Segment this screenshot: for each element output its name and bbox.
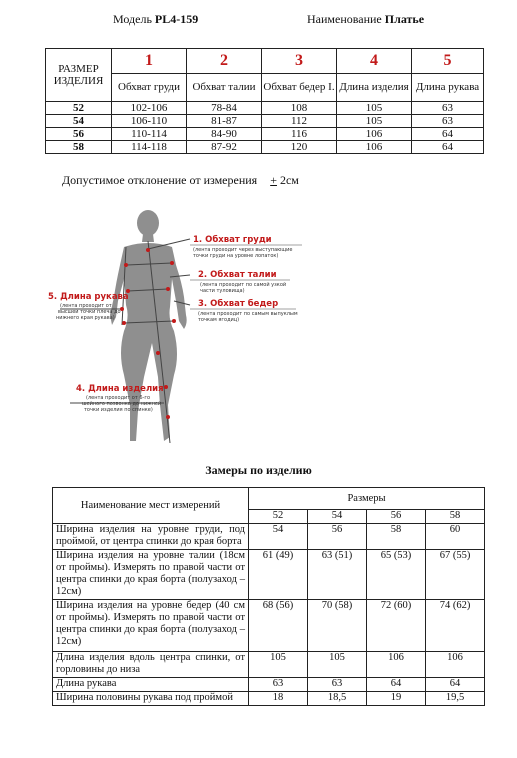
measurements-table [52,487,485,706]
model-heading [113,12,198,27]
value-cell: 106 [337,128,412,141]
value-cell: 63 [412,115,484,128]
size-header-cell: 58 [426,510,485,524]
plus-minus-sign: + [270,173,277,187]
size-cell: 56 [46,128,112,141]
label-note: (лента проходит через выступающие [193,247,293,253]
tolerance-value: 2см [276,173,299,187]
table-row [46,128,484,141]
column-title: Обхват талии [187,74,262,102]
label-note: (лента проходит по самым выпуклым [198,311,298,317]
column-title: Длина изделия [337,74,412,102]
label-note: (лента проходит по самой узкой [200,282,287,288]
column-number: 5 [412,49,484,74]
value-cell: 114-118 [112,141,187,154]
measurement-figure [40,205,500,450]
value-cell: 87-92 [187,141,262,154]
measure-name: Ширина половины рукава под проймой [53,692,249,706]
value-cell: 112 [262,115,337,128]
label-note: части туловища) [200,288,245,294]
value-cell: 110-114 [112,128,187,141]
value-cell: 61 (49) [249,550,308,600]
size-row-header: РАЗМЕР ИЗДЕЛИЯ [46,49,112,102]
label-note: шейного позвонка до нижней [82,401,162,407]
model-value: PL4-159 [154,12,199,26]
label-length [76,384,164,413]
product-name-heading [307,12,424,27]
label-note: точкам ягодиц) [198,317,240,323]
value-cell: 70 (58) [308,600,367,652]
value-cell: 78-84 [187,102,262,115]
label-note: точки изделия по спинке) [84,407,153,413]
value-cell: 63 [249,678,308,692]
table-row [53,692,485,706]
name-label: Наименование [307,12,382,26]
label-title: 1. Обхват груди [193,235,272,245]
value-cell: 74 (62) [426,600,485,652]
value-cell: 120 [262,141,337,154]
value-cell: 18 [249,692,308,706]
label-note: высшей точки плеча до [58,309,121,315]
value-cell: 106 [367,652,426,678]
label-hips [190,298,298,323]
label-note: (лента проходит от 6-го [86,395,151,401]
measure-name: Ширина изделия на уровне бедер (40 см от проймы). Измерять по правой части от центра спинки до края борта (полузаход – 12см) [53,600,249,652]
measure-name: Длина рукава [53,678,249,692]
value-cell: 58 [367,524,426,550]
value-cell: 68 (56) [249,600,308,652]
table-row [53,678,485,692]
value-cell: 106 [426,652,485,678]
column-title: Обхват груди [112,74,187,102]
model-label: Модель [113,12,152,26]
value-cell: 106 [337,141,412,154]
column-number: 2 [187,49,262,74]
label-title: 3. Обхват бедер [198,299,279,309]
size-header-cell: 56 [367,510,426,524]
table-row [53,550,485,600]
label-note: (лента проходит от [60,303,112,309]
value-cell: 108 [262,102,337,115]
size-table [45,48,484,154]
table-row [53,524,485,550]
table-row [53,600,485,652]
size-header-cell: 52 [249,510,308,524]
value-cell: 81-87 [187,115,262,128]
value-cell: 64 [367,678,426,692]
value-cell: 116 [262,128,337,141]
label-note: нижнего края рукава) [56,315,115,321]
size-cell: 58 [46,141,112,154]
measure-name: Ширина изделия на уровне груди, под проймой, от центра спинки до края борта [53,524,249,550]
label-title: 4. Длина изделия [76,384,164,394]
table-row [46,115,484,128]
size-header-cell: 54 [308,510,367,524]
column-number: 1 [112,49,187,74]
value-cell: 65 (53) [367,550,426,600]
name-value: Платье [384,12,425,26]
value-cell: 67 (55) [426,550,485,600]
label-note: точки груди на уровне лопаток) [193,253,279,259]
measurements-title: Замеры по изделию [205,463,312,477]
value-cell: 63 [308,678,367,692]
label-title: 5. Длина рукава [48,292,129,302]
tolerance-note [62,173,299,188]
tolerance-label: Допустимое отклонение от измерения [62,173,258,187]
table-row [46,102,484,115]
value-cell: 106-110 [112,115,187,128]
value-cell: 64 [426,678,485,692]
column-number: 4 [337,49,412,74]
value-cell: 63 (51) [308,550,367,600]
label-title: 2. Обхват талии [198,270,277,280]
value-cell: 18,5 [308,692,367,706]
table-row [46,141,484,154]
value-cell: 63 [412,102,484,115]
value-cell: 54 [249,524,308,550]
value-cell: 64 [412,141,484,154]
value-cell: 64 [412,128,484,141]
label-waist [190,269,290,294]
measure-name: Длина изделия вдоль центра спинки, от горловины до низа [53,652,249,678]
value-cell: 60 [426,524,485,550]
value-cell: 105 [337,115,412,128]
value-cell: 72 (60) [367,600,426,652]
value-cell: 105 [308,652,367,678]
column-title: Обхват бедер I. [262,74,337,102]
column-number: 3 [262,49,337,74]
value-cell: 19,5 [426,692,485,706]
measure-name: Ширина изделия на уровне талии (18см от проймы). Измерять по правой части от центра спинки до края борта (полузаход – 12см) [53,550,249,600]
size-cell: 54 [46,115,112,128]
value-cell: 56 [308,524,367,550]
value-cell: 105 [249,652,308,678]
value-cell: 102-106 [112,102,187,115]
column-title: Длина рукава [412,74,484,102]
value-cell: 19 [367,692,426,706]
table-row [53,652,485,678]
places-header: Наименование мест измерений [53,488,249,524]
value-cell: 105 [337,102,412,115]
sizes-header: Размеры [249,488,485,510]
value-cell: 84-90 [187,128,262,141]
size-cell: 52 [46,102,112,115]
label-chest [190,234,302,259]
